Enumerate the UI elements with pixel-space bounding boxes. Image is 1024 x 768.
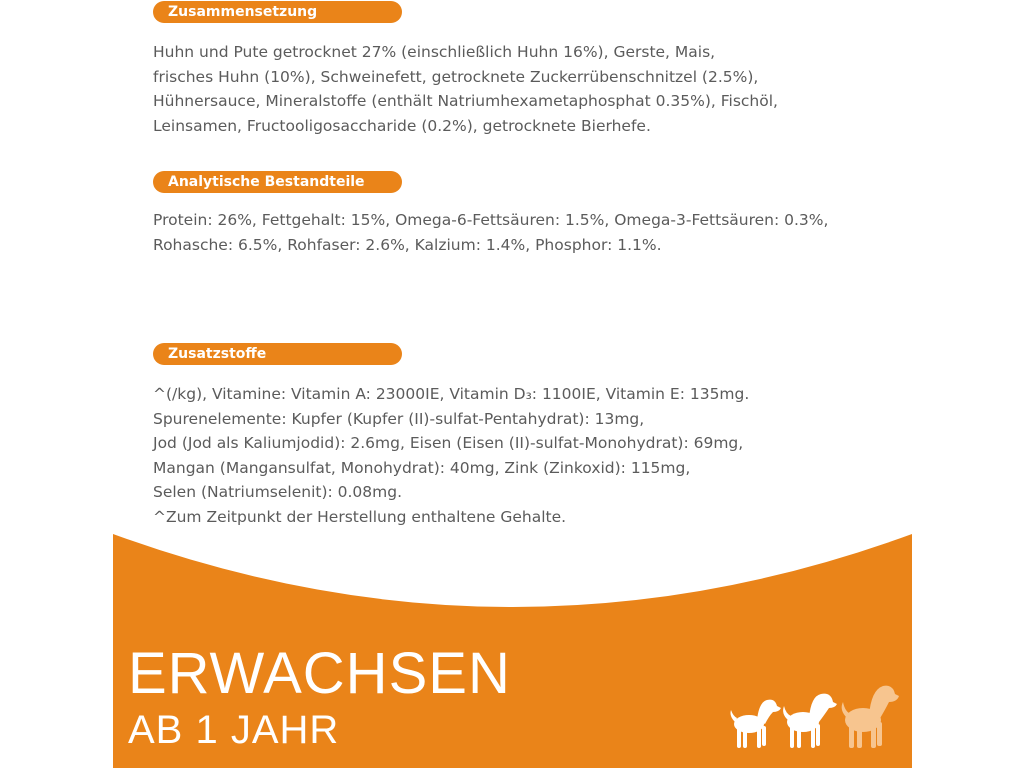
- section-body-zusammensetzung: [153, 40, 893, 138]
- text-line: Huhn und Pute getrocknet 27% (einschließlich Huhn 16%), Gerste, Mais,: [153, 43, 716, 61]
- text-line: Jod (Jod als Kaliumjodid): 2.6mg, Eisen (Eisen (II)-sulfat-Monohydrat): 69mg,: [153, 434, 744, 452]
- text-line: Rohasche: 6.5%, Rohfaser: 2.6%, Kalzium: 1.4%, Phosphor: 1.1%.: [153, 235, 662, 254]
- text-line: Leinsamen, Fructooligosaccharide (0.2%), getrocknete Bierhefe.: [153, 116, 651, 135]
- banner-title: ERWACHSEN: [128, 641, 511, 706]
- text-line: Mangan (Mangansulfat, Monohydrat): 40mg, Zink (Zinkoxid): 115mg,: [153, 458, 691, 477]
- text-line: Selen (Natriumselenit): 0.08mg.: [153, 483, 403, 501]
- text-line: ^(/kg), Vitamine: Vitamin A: 23000IE, Vitamin D₃: 1100IE, Vitamin E: 135mg.: [153, 385, 750, 403]
- dog-icons: [723, 680, 903, 748]
- dog-icon: [842, 686, 899, 748]
- dog-icon: [731, 700, 782, 748]
- section-heading-analytische-bestandteile: [153, 171, 402, 193]
- section-heading-label: Analytische Bestandteile: [168, 174, 365, 190]
- banner-subtitle: AB 1 JAHR: [128, 708, 340, 752]
- text-line: Spurenelemente: Kupfer (Kupfer (II)-sulfat-Pentahydrat): 13mg,: [153, 409, 645, 428]
- dog-icon: [783, 694, 837, 748]
- text-line: Protein: 26%, Fettgehalt: 15%, Omega-6-Fettsäuren: 1.5%, Omega-3-Fettsäuren: 0.3%,: [153, 211, 829, 229]
- section-heading-label: Zusatzstoffe: [168, 346, 267, 362]
- section-body-zusatzstoffe: [153, 382, 893, 529]
- section-body-analytische-bestandteile: [153, 208, 893, 257]
- section-heading-zusatzstoffe: [153, 343, 402, 365]
- section-heading-label: Zusammensetzung: [168, 4, 318, 20]
- text-line: ^Zum Zeitpunkt der Herstellung enthaltene Gehalte.: [153, 507, 567, 526]
- age-banner: [113, 520, 912, 768]
- text-line: frisches Huhn (10%), Schweinefett, getrocknete Zuckerrübenschnitzel (2.5%),: [153, 67, 759, 86]
- section-heading-zusammensetzung: [153, 1, 402, 23]
- text-line: Hühnersauce, Mineralstoffe (enthält Natriumhexametaphosphat 0.35%), Fischöl,: [153, 92, 778, 110]
